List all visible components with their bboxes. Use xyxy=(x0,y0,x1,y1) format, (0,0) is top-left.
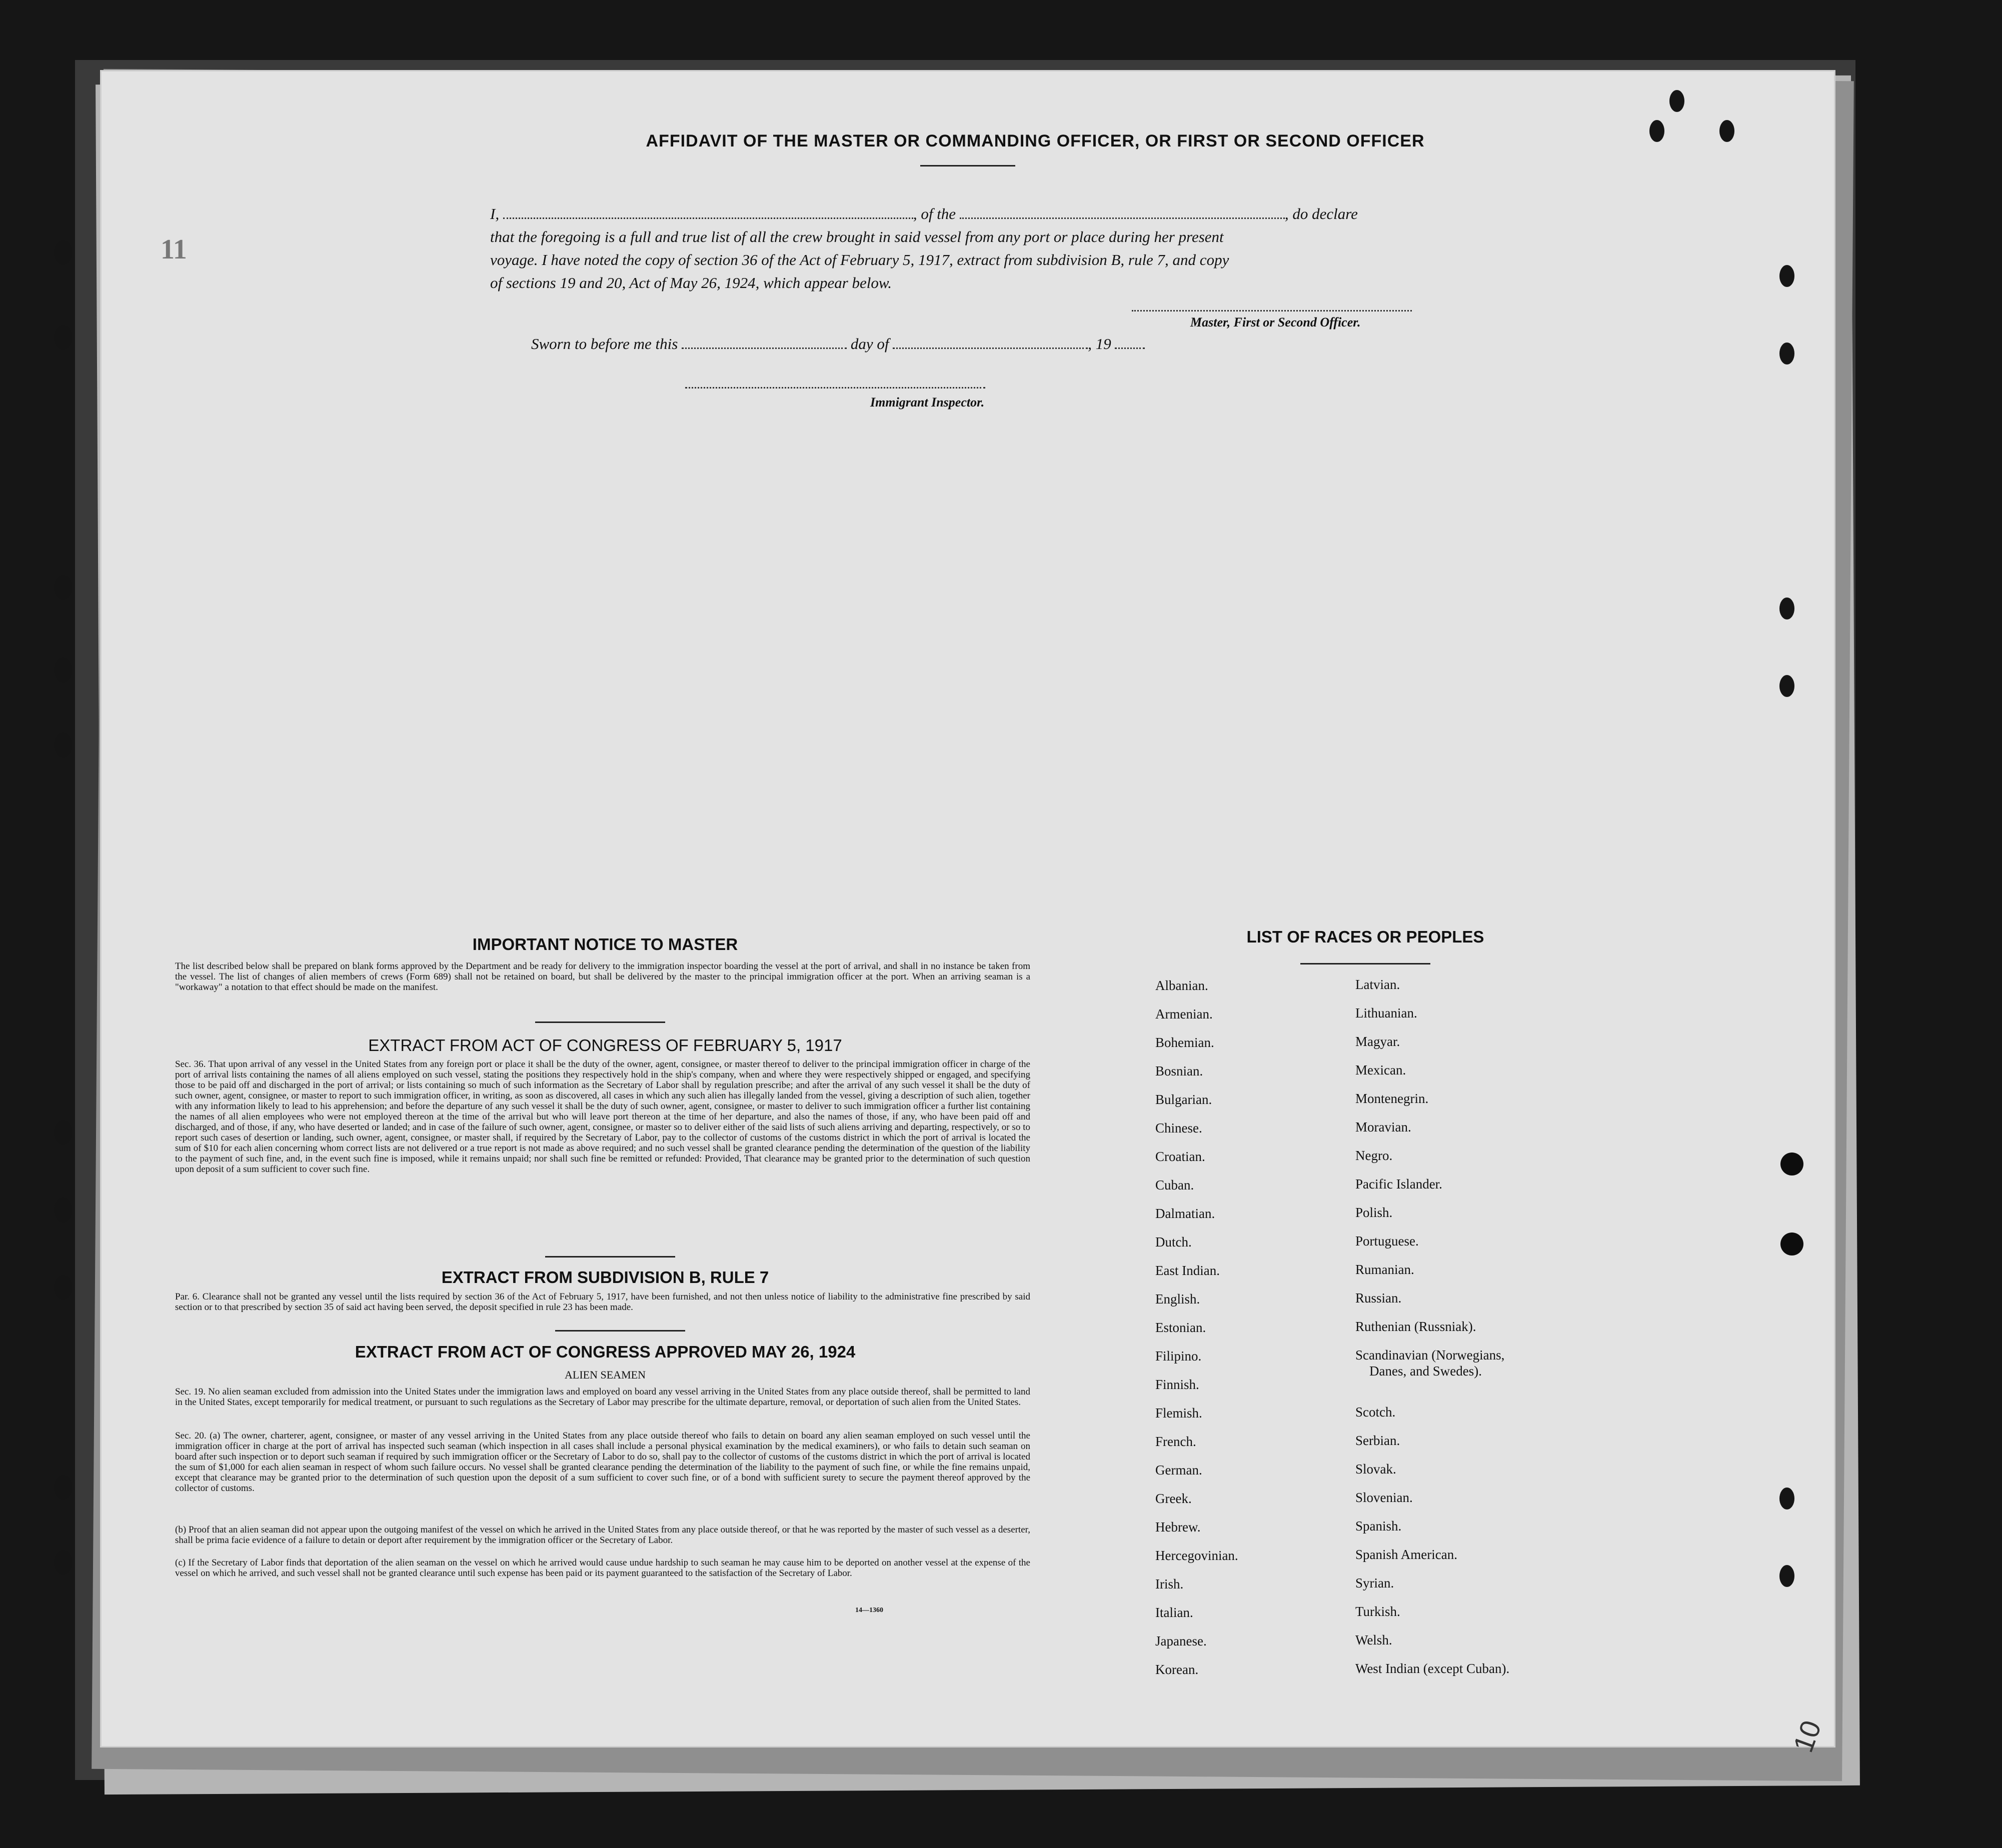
binder-hole xyxy=(1779,1565,1794,1587)
affidavit-line-3: voyage. I have noted the copy of section 36 of the Act of February 5, 1917, extract from subdivision B, rule 7, and copy xyxy=(490,251,1229,268)
affidavit-declare: , do declare xyxy=(1284,205,1358,222)
binder-hole xyxy=(1649,120,1664,142)
sworn-text: Sworn to before me this xyxy=(531,335,678,352)
race-item: English. xyxy=(1155,1292,1200,1306)
section-divider xyxy=(535,1022,665,1023)
race-item: Polish. xyxy=(1355,1205,1393,1220)
sec20a-text: Sec. 20. (a) The owner, charterer, agent, consignee, or master of any vessel arriving in the United States from any place outside thereof who fails to detain on board any alien seaman employed on such vessel until the immigration officer in charge at the port of arrival has inspected such seaman (which inspection in all cases shall include a personal physical examination by the medical examiners), or who fails to detain such seaman on board after such inspection or to deport such seaman if required by such immigration officer or the Secretary of Labor to do so, shall pay to the collector of customs of the customs district in which the port of arrival is located the sum of $1,000 for each alien seaman in respect of whom such failure occurs. No vessel shall be granted clearance pending the determination of the liability to the payment of such fine, or while the fine remains unpaid, except that clearance may be granted prior to the determination of such question upon the deposit of a sum sufficient to cover such fine, or of a bond with sufficient surety to secure the payment thereof approved by the collector of customs. xyxy=(175,1430,1030,1494)
day-of-text: day of xyxy=(850,335,889,352)
race-item: Hebrew. xyxy=(1155,1520,1201,1534)
punch-dot xyxy=(1780,1152,1803,1176)
race-item: Portuguese. xyxy=(1355,1234,1419,1248)
race-item: Russian. xyxy=(1355,1290,1402,1306)
sworn-year-blank[interactable] xyxy=(1115,348,1145,349)
affidavit-line-2: that the foregoing is a full and true list of all the crew brought in said vessel from any port or place during her present xyxy=(490,228,1224,246)
binder-hole xyxy=(54,575,72,600)
binder-hole xyxy=(1779,598,1794,620)
document-page xyxy=(100,70,1835,1756)
inspector-signature-line[interactable] xyxy=(685,387,985,388)
race-item: Spanish American. xyxy=(1355,1547,1457,1562)
race-item: Chinese. xyxy=(1155,1120,1202,1136)
race-item: Lithuanian. xyxy=(1355,1006,1417,1020)
race-item: Flemish. xyxy=(1155,1406,1202,1420)
race-item: Dalmatian. xyxy=(1155,1206,1215,1221)
race-item: Dutch. xyxy=(1155,1234,1192,1250)
races-title-underline xyxy=(1300,963,1430,964)
binder-hole xyxy=(1719,120,1734,142)
section-divider xyxy=(555,1330,685,1332)
notice-text: The list described below shall be prepared on blank forms approved by the Department and be ready for delivery to the immigration inspector boarding the vessel at the port of arrival, and shall in no instance be taken from the vessel. The list of changes of alien members of crews (Form 689) shall not be retained on board, but shall be delivered by the master to the principal immigration officer at the port. When an arriving seaman is a "workaway" a notation to that effect should be made on the manifest. xyxy=(175,961,1030,992)
binder-hole xyxy=(54,1198,72,1222)
extract-rule7-title: EXTRACT FROM SUBDIVISION B, RULE 7 xyxy=(441,1268,769,1286)
race-item: Japanese. xyxy=(1155,1634,1207,1648)
signature-line[interactable] xyxy=(1132,310,1412,312)
inspector-label: Immigrant Inspector. xyxy=(870,395,985,410)
affidavit-title: AFFIDAVIT OF THE MASTER OR COMMANDING OFFICER, OR FIRST OR SECOND OFFICER xyxy=(646,132,1425,150)
race-item: Negro. xyxy=(1355,1148,1393,1163)
affidavit-i: I, xyxy=(490,205,500,222)
binder-hole xyxy=(54,658,72,682)
name-blank[interactable] xyxy=(503,218,913,219)
race-item: Mexican. xyxy=(1355,1062,1406,1078)
sworn-month-blank[interactable] xyxy=(893,348,1088,349)
race-item: Slovak. xyxy=(1355,1462,1396,1476)
race-item: Welsh. xyxy=(1355,1632,1392,1648)
section-divider xyxy=(545,1256,675,1258)
race-item: Albanian. xyxy=(1155,978,1208,993)
race-item: Greek. xyxy=(1155,1491,1192,1506)
affidavit-of-the: , of the xyxy=(913,205,956,222)
affidavit-line-4: of sections 19 and 20, Act of May 26, 1924, which appear below. xyxy=(490,274,892,292)
race-item: Montenegrin. xyxy=(1355,1091,1429,1106)
race-item: Finnish. xyxy=(1155,1377,1199,1392)
extract-1917-title: EXTRACT FROM ACT OF CONGRESS OF FEBRUARY 5, 1917 xyxy=(368,1036,842,1054)
race-item: Spanish. xyxy=(1355,1518,1402,1534)
alien-seamen-subtitle: ALIEN SEAMEN xyxy=(565,1368,646,1381)
binder-hole xyxy=(1779,1488,1794,1510)
signature-label: Master, First or Second Officer. xyxy=(1190,315,1361,330)
extract-1924-title: EXTRACT FROM ACT OF CONGRESS APPROVED MAY 26, 1924 xyxy=(355,1342,856,1361)
sworn-day-blank[interactable] xyxy=(682,348,847,349)
race-item: Slovenian. xyxy=(1355,1490,1413,1505)
race-item: Bohemian. xyxy=(1155,1035,1214,1050)
affidavit-line-1 xyxy=(490,205,1358,223)
race-item: Moravian. xyxy=(1355,1120,1411,1134)
race-item: Scotch. xyxy=(1355,1404,1396,1420)
binder-hole xyxy=(1669,90,1684,112)
binder-hole xyxy=(54,1275,72,1300)
handwritten-mark: 10 xyxy=(1786,1716,1827,1756)
race-item: West Indian (except Cuban). xyxy=(1355,1661,1510,1676)
notice-title: IMPORTANT NOTICE TO MASTER xyxy=(472,935,738,954)
sec19-text: Sec. 19. No alien seaman excluded from admission into the United States under the immigration laws and employed on board any vessel arriving in the United States from any place outside thereof, shall be permitted to land in the United States, except temporarily for medical treatment, or pursuant to such regulations as the Secretary of Labor may prescribe for the ultimate departure, removal, or deportation of such alien from the United States. xyxy=(175,1386,1030,1408)
race-item: Irish. xyxy=(1155,1576,1184,1592)
race-item: Magyar. xyxy=(1355,1034,1400,1049)
binder-hole xyxy=(54,325,72,350)
race-item: Armenian. xyxy=(1155,1006,1213,1022)
handwritten-mark: 11 xyxy=(161,234,187,265)
race-item: Rumanian. xyxy=(1355,1262,1414,1277)
race-item: Pacific Islander. xyxy=(1355,1176,1442,1192)
race-item: Syrian. xyxy=(1355,1576,1394,1590)
binder-hole xyxy=(54,732,72,758)
race-item: Scandinavian (Norwegians, xyxy=(1355,1348,1505,1362)
vessel-blank[interactable] xyxy=(960,218,1285,219)
race-item: Serbian. xyxy=(1355,1433,1400,1448)
sec20b-text: (b) Proof that an alien seaman did not appear upon the outgoing manifest of the vessel on which he arrived in the United States from any place outside thereof, or that he was reported by the master of such vessel as a deserter, shall be prima facie evidence of a failure to detain or deport after requirement by the immigration officer or the Secretary of Labor. xyxy=(175,1524,1030,1546)
binder-hole xyxy=(1779,342,1794,364)
race-item: Turkish. xyxy=(1355,1604,1400,1619)
year-prefix: , 19 xyxy=(1088,335,1111,352)
race-item: Cuban. xyxy=(1155,1178,1194,1192)
race-item: Ruthenian (Russniak). xyxy=(1355,1319,1476,1334)
race-item: Estonian. xyxy=(1155,1320,1206,1335)
sec20c-text: (c) If the Secretary of Labor finds that deportation of the alien seaman on the vessel on which he arrived would cause undue hardship to such seaman he may cause him to be deported on another vessel at the expense of the vessel on which he arrived, and such vessel shall not be granted clearance until such expense has been paid or its payment guaranteed to the satisfaction of the Secretary of Labor. xyxy=(175,1558,1030,1578)
punch-dot xyxy=(1780,1232,1803,1256)
extract-rule7-text: Par. 6. Clearance shall not be granted any vessel until the lists required by section 36 of the Act of February 5, 1917, have been furnished, and not then unless notice of liability to the administrative fine prescribed by said section or to that prescribed by section 35 of said act having been served, the deposit specified in rule 23 has been made. xyxy=(175,1292,1030,1312)
race-item: East Indian. xyxy=(1155,1263,1220,1278)
race-item: French. xyxy=(1155,1434,1196,1449)
binder-hole xyxy=(1779,675,1794,697)
binder-hole xyxy=(1779,265,1794,287)
binder-hole xyxy=(54,1475,72,1500)
race-item: German. xyxy=(1155,1462,1202,1478)
title-underline xyxy=(920,165,1015,166)
sworn-line xyxy=(531,335,1145,353)
race-item: Latvian. xyxy=(1355,977,1400,992)
binder-hole xyxy=(54,1550,72,1575)
race-item: Filipino. xyxy=(1155,1348,1202,1364)
race-item: Hercegovinian. xyxy=(1155,1548,1238,1563)
binder-hole xyxy=(54,1120,72,1145)
race-item: Bosnian. xyxy=(1155,1064,1203,1078)
binder-hole xyxy=(54,240,72,265)
race-item: Italian. xyxy=(1155,1605,1193,1620)
race-item: Korean. xyxy=(1155,1662,1199,1677)
extract-1917-text: Sec. 36. That upon arrival of any vessel in the United States from any foreign port or place it shall be the duty of the owner, agent, consignee, or master thereof to deliver to the principal immigration officer in charge of the port of arrival lists containing the names of all aliens employed on such vessel, stating the positions they respectively hold in the ship's company, when and where they were respectively shipped or engaged, and specifying those to be paid off and discharged in the port of arrival; or lists containing so much of such information as the Secretary of Labor shall by regulation prescribe; and after the arrival of any such vessel it shall be the duty of such owner, agent, consignee, or master to report to such immigration officer, in writing, as soon as discovered, all cases in which any such alien has illegally landed from the vessel, giving a description of such alien, together with any information likely to lead to his apprehension; and before the departure of any such vessel it shall be the duty of such owner, agent, consignee, or master to deliver to such immigration officer a further list containing the names of all alien employees who were not employed thereon at the time of the arrival but who will leave port thereon at the time of her departure, and also the names of those, if any, who have been paid off and discharged, and of those, if any, who have deserted or landed; and in case of the failure of such owner, agent, consignee, or master so to deliver either of the said lists of such aliens arriving and departing, respectively, or so to report such cases of desertion or landing, such owner, agent, consignee, or master shall, if required by the Secretary of Labor, pay to the collector of customs of the customs district in which the port of arrival is located the sum of $10 for each alien concerning whom correct lists are not delivered or a true report is not made as above required; and no such vessel shall be granted clearance pending the determination of the question of the liability to the payment of such fine, and, in the event such fine is imposed, while it remains unpaid; nor shall such fine be remitted or refunded: Provided, That clearance may be granted prior to the determination of such question upon deposit of a sum sufficient to cover such fine. xyxy=(175,1059,1030,1174)
form-number: 14—1360 xyxy=(855,1606,883,1614)
races-title: LIST OF RACES OR PEOPLES xyxy=(1246,928,1484,946)
race-item: Bulgarian. xyxy=(1155,1092,1212,1107)
race-item: Croatian. xyxy=(1155,1149,1205,1164)
race-item: Danes, and Swedes). xyxy=(1369,1364,1482,1378)
